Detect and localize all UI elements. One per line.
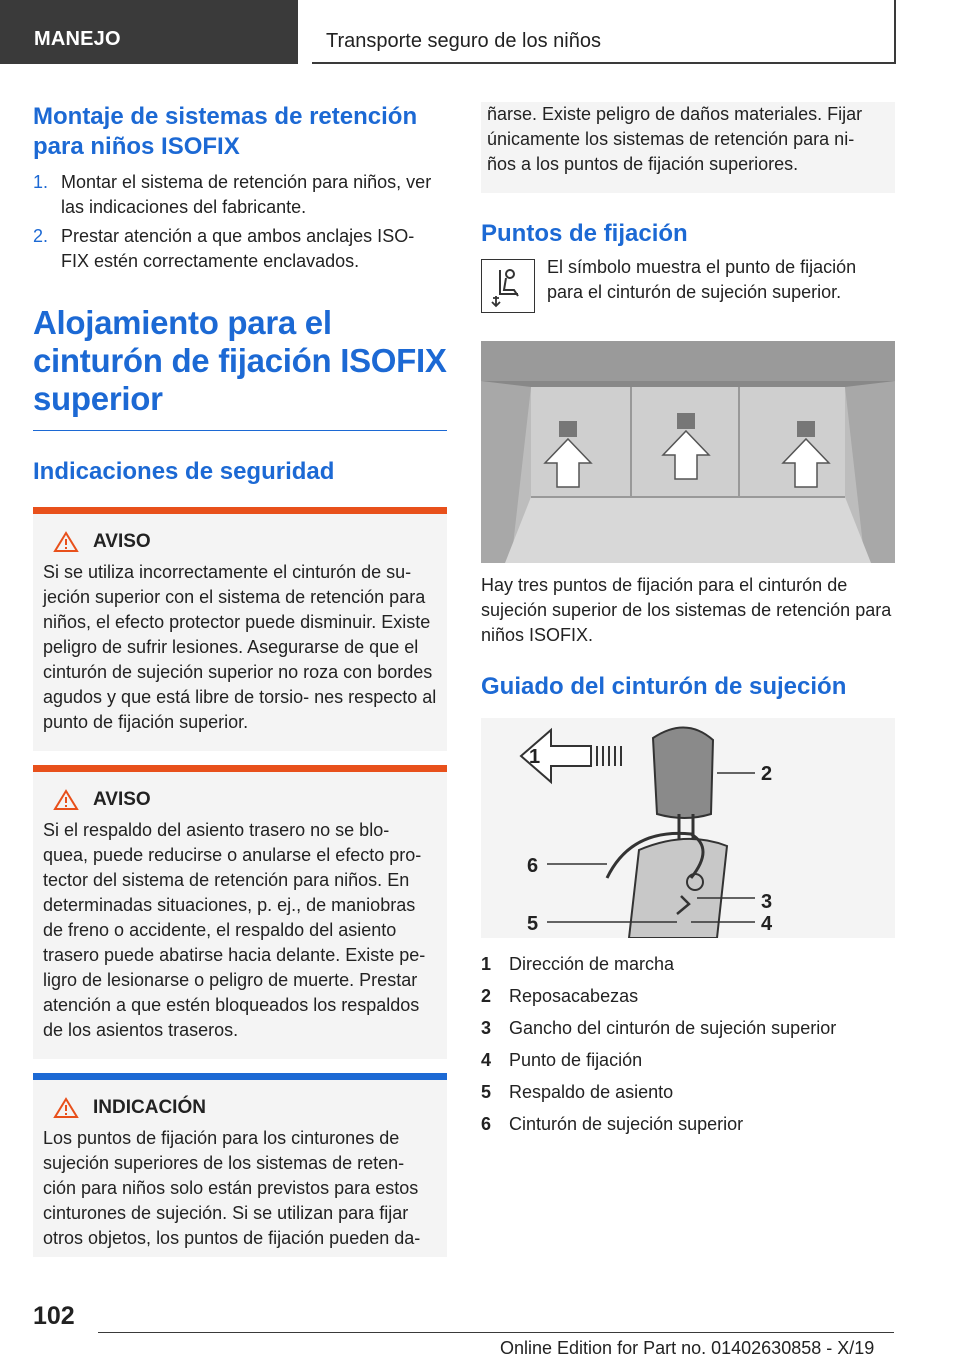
belt-guide-figure (481, 718, 895, 938)
legend-item: 3 Gancho del cinturón de sujeción superior (481, 1018, 837, 1038)
legend-item: 5 Respaldo de asiento (481, 1082, 674, 1102)
figure-label-6: 6 (527, 855, 539, 877)
footer-rule (98, 1332, 894, 1333)
warning-box-2 (33, 765, 447, 1059)
section-title: MANEJO (34, 28, 121, 50)
note-text-continued: ñarse. Existe peligro de daños materiales. Fijar únicamente los sistemas de retención para ni- ños a los puntos de fijación superiores. (487, 104, 863, 174)
figure-label-2: 2 (761, 763, 773, 785)
legend-item: 2 Reposacabezas (481, 986, 639, 1006)
heading-isofix-mounting: Montaje de sistemas de retención para niños ISOFIX (33, 103, 418, 160)
warning-text: Si se utiliza incorrectamente el cinturón de su- jeción superior con el sistema de retención para niños, el efecto protector puede disminuir. Existe peligro de sufrir lesiones. Asegurarse de que el cinturón de sujeción superior no roza con bordes agudos y que está libre de torsio- nes respecto al punto de fijación superior. (43, 562, 437, 732)
note-text: Los puntos de fijación para los cinturones de sujeción superiores de los sistemas de reten- ción para niños solo están previstos para estos cinturones de sujeción. Si se utilizan para fijar otros objetos, los puntos de fijación pueden da- (43, 1128, 421, 1248)
topic-title: Transporte seguro de los niños (326, 30, 601, 52)
figure-label-4: 4 (761, 913, 773, 935)
note-box (33, 1073, 447, 1257)
heading-anchor-points: Puntos de fijación (481, 220, 688, 247)
warning-box-1 (33, 507, 447, 751)
warning-label: AVISO (53, 528, 437, 556)
figure-legend (481, 948, 895, 1140)
warning-bar (33, 765, 447, 772)
left-column (33, 102, 447, 1257)
mounting-steps (33, 170, 447, 274)
note-label: INDICACIÓN (53, 1094, 437, 1122)
warning-triangle-icon (53, 789, 79, 811)
warning-label: AVISO (53, 786, 437, 814)
section-tab (0, 0, 298, 64)
note-box-continued (481, 102, 895, 193)
figure-label-3: 3 (761, 891, 773, 913)
warning-triangle-icon (53, 531, 79, 553)
warning-triangle-icon (53, 1097, 79, 1119)
heading-rule (33, 430, 447, 431)
heading-safety: Indicaciones de seguridad (33, 458, 335, 485)
heading-belt-guide: Guiado del cinturón de sujeción (481, 673, 847, 700)
isofix-anchor-symbol-icon (481, 259, 535, 313)
symbol-description: El símbolo muestra el punto de fijación para el cinturón de sujeción superior. (547, 257, 857, 302)
edition-text: Online Edition for Part no. 01402630858 - X/19 (500, 1338, 875, 1358)
heading-main: Alojamiento para el cinturón de fijación ISOFIX superior (33, 304, 447, 417)
note-bar (33, 1073, 447, 1080)
right-column (481, 102, 895, 1140)
step-item: 2. Prestar atención a que ambos anclajes ISO- FIX estén correctamente enclavados. (33, 226, 415, 271)
figure-label-1: 1 (529, 746, 541, 768)
legend-item: 6 Cinturón de sujeción superior (481, 1114, 744, 1134)
figure-label-5: 5 (527, 913, 539, 935)
warning-bar (33, 507, 447, 514)
topic-header (312, 0, 896, 64)
symbol-row (481, 259, 895, 313)
anchor-points-text: Hay tres puntos de fijación para el cinturón de sujeción superior de los sistemas de retención para niños ISOFIX. (481, 575, 892, 645)
step-item: 1. Montar el sistema de retención para niños, ver las indicaciones del fabricante. (33, 172, 432, 217)
warning-text: Si el respaldo del asiento trasero no se blo- quea, puede reducirse o anularse el efecto pro- tector del sistema de retención para niños. En determinadas situaciones, p. ej., de maniobras de freno o accidente, el respaldo del asiento trasero puede abatirse hacia delante. Existe pe- ligro de lesionarse o peligro de muerte. Prestar atención a que estén bloqueados los respaldos de los asientos traseros. (43, 820, 426, 1040)
trunk-photo (481, 341, 895, 563)
legend-item: 4 Punto de fijación (481, 1050, 643, 1070)
page-number: 102 (33, 1302, 75, 1330)
legend-item: 1 Dirección de marcha (481, 954, 675, 974)
